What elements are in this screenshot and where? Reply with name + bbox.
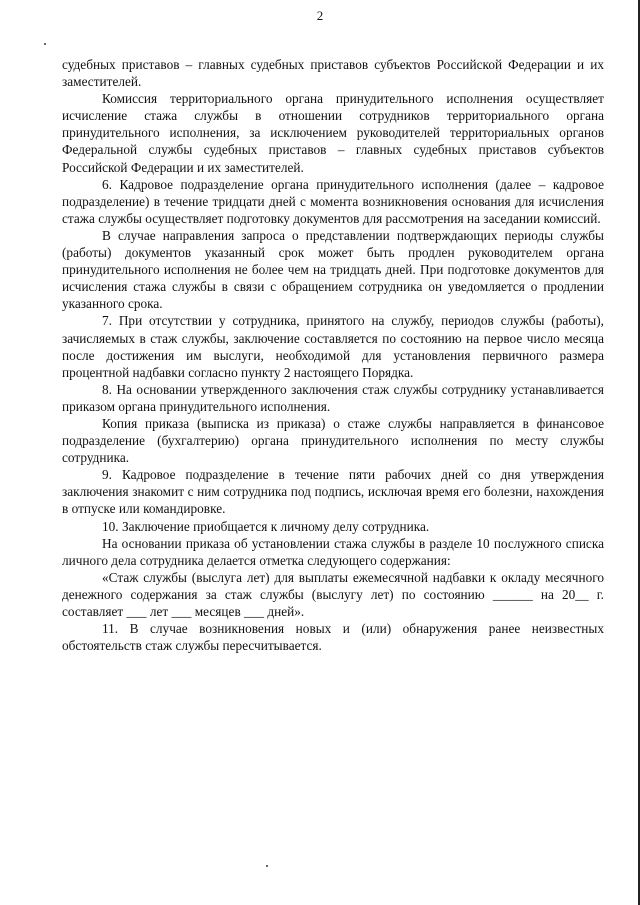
paragraph-continuation: судебных приставов – главных судебных приставов субъектов Российской Федерации и их заместителей. xyxy=(62,57,604,90)
paragraph-item-8: 8. На основании утвержденного заключения стаж службы сотруднику устанавливается приказом органа принудительного исполнения. xyxy=(62,381,604,414)
paragraph-item-9: 9. Кадровое подразделение в течение пяти рабочих дней со дня утверждения заключения знакомит с ним сотрудника под подпись, исключая время его болезни, нахождения в отпуске или командировке. xyxy=(62,467,604,517)
document-body xyxy=(62,56,604,654)
scan-speck xyxy=(44,43,46,45)
paragraph-item-6-extension: В случае направления запроса о представлении подтверждающих периоды службы (работы) документов указанный срок может быть продлен руководителем органа принудительного исполнения не более чем на тридцать дней. При подготовке документов для исчисления стажа службы в связи с обращением сотрудника он уведомляется о продлении указанного срока. xyxy=(62,227,604,312)
paragraph-item-10: 10. Заключение приобщается к личному делу сотрудника. xyxy=(102,518,430,534)
paragraph-item-11: 11. В случае возникновения новых и (или) обнаружения ранее неизвестных обстоятельств стаж службы пересчитывается. xyxy=(62,621,604,654)
page-number: 2 xyxy=(316,8,324,23)
paragraph-commission: Комиссия территориального органа принудительного исполнения осуществляет исчисление стажа службы в отношении сотрудников территориального органа принудительного исполнения, за исключением руководителей территориальных органов Федеральной службы судебных приставов – главных судебных приставов субъектов Российской Федерации и их заместителей. xyxy=(62,91,604,175)
paragraph-item-6: 6. Кадровое подразделение органа принудительного исполнения (далее – кадровое подразделение) в течение тридцати дней с момента возникновения основания для исчисления стажа службы осуществляет подготовку документов для рассмотрения на заседании комиссий. xyxy=(62,176,604,226)
paragraph-item-10-basis: На основании приказа об установлении стажа службы в разделе 10 послужного списка личного дела сотрудника делается отметка следующего содержания: xyxy=(62,535,604,568)
paragraph-item-7: 7. При отсутствии у сотрудника, принятого на службу, периодов службы (работы), зачисляемых в стаж службы, заключение составляется по состоянию на первое число месяца после достижения им выслуги, необходимой для установления первичного размера процентной надбавки согласно пункту 2 настоящего Порядка. xyxy=(62,313,604,380)
paragraph-item-8-copy: Копия приказа (выписка из приказа) о стаже службы направляется в финансовое подразделение (бухгалтерию) органа принудительного исполнения по месту службы сотрудника. xyxy=(62,415,604,466)
scan-speck xyxy=(266,865,268,867)
paragraph-record-template: «Стаж службы (выслуга лет) для выплаты ежемесячной надбавки к окладу месячного денежного содержания за стаж службы (выслугу лет) по состоянию ______ на 20__ г. составляет ___ лет ___ месяцев ___ дней». xyxy=(62,569,604,619)
